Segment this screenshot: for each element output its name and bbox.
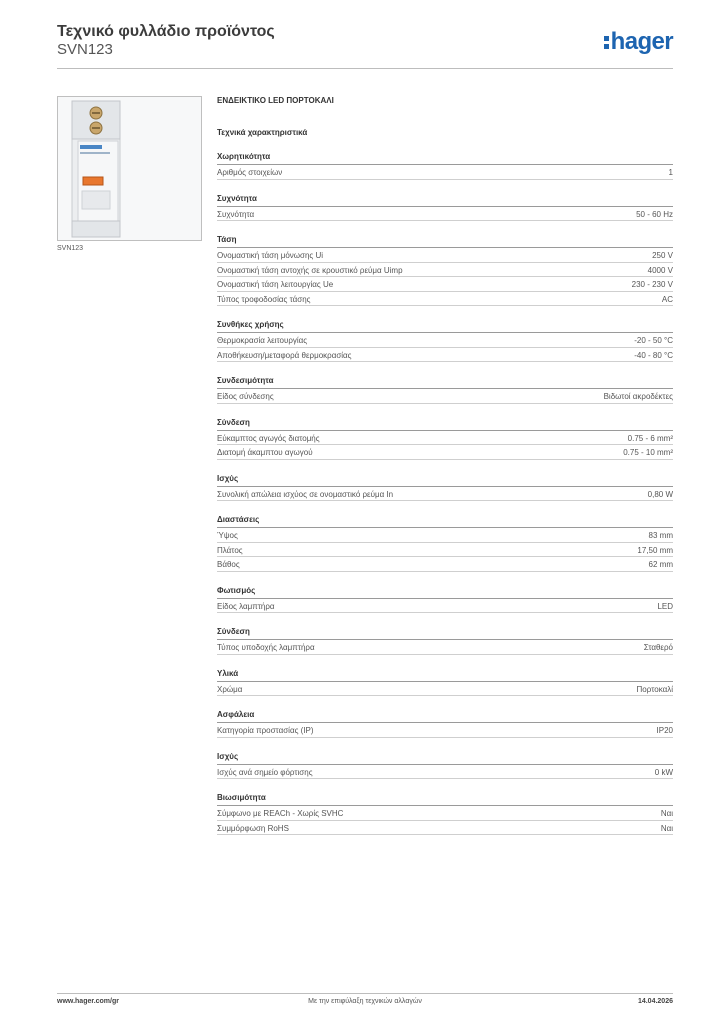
spec-label: Χρώμα	[217, 684, 243, 694]
spec-section-title: Τάση	[217, 235, 673, 248]
spec-label: Συχνότητα	[217, 209, 255, 219]
spec-label: Κατηγορία προστασίας (IP)	[217, 726, 314, 735]
footer-note: Με την επιφύλαξη τεχνικών αλλαγών	[308, 998, 422, 1005]
spec-value: 230 - 230 V	[631, 280, 673, 289]
spec-section-title: Διαστάσεις	[217, 515, 673, 528]
spec-section-title: Ασφάλεια	[217, 710, 673, 723]
footer-website-link[interactable]: www.hager.com/gr	[57, 998, 119, 1005]
spec-section	[217, 669, 673, 697]
spec-value: 83 mm	[648, 531, 673, 540]
product-image-caption: SVN123	[57, 245, 84, 252]
spec-section	[217, 586, 673, 614]
specs-heading: Τεχνικά χαρακτηριστικά	[217, 128, 308, 137]
spec-section-title: Συχνότητα	[217, 194, 673, 207]
spec-value: 4000 V	[647, 265, 673, 275]
spec-value: LED	[657, 601, 673, 611]
spec-value: 50 - 60 Hz	[636, 209, 673, 219]
logo-colon-icon	[604, 34, 609, 50]
product-name: ΕΝΔΕΙΚΤΙΚΟ LED ΠΟΡΤΟΚΑΛΙ	[217, 96, 334, 105]
spec-row	[217, 207, 673, 222]
spec-section	[217, 235, 673, 306]
spec-section-title: Σύνδεση	[217, 627, 673, 640]
spec-section-title: Ισχύς	[217, 752, 673, 765]
spec-value: -40 - 80 °C	[634, 350, 673, 360]
spec-value: Βιδωτοί ακροδέκτες	[603, 392, 673, 401]
spec-label: Ονομαστική τάση αντοχής σε κρουστικό ρεύμα Uimp	[217, 265, 403, 275]
spec-label: Σύμφωνο με REACh - Χωρίς SVHC	[217, 809, 344, 818]
document-title: Τεχνικό φυλλάδιο προϊόντος	[57, 23, 275, 40]
product-image-drawing	[58, 97, 201, 240]
spec-value: 0.75 - 6 mm²	[627, 433, 673, 443]
spec-label: Θερμοκρασία λειτουργίας	[217, 336, 308, 345]
header-divider	[57, 68, 673, 69]
spec-section	[217, 627, 673, 655]
footer-divider	[57, 993, 673, 994]
spec-value: 250 V	[652, 251, 673, 260]
spec-label: Ονομαστική τάση μόνωσης Ui	[217, 251, 324, 260]
spec-sections	[217, 152, 673, 835]
spec-value: Ναι	[660, 809, 673, 818]
spec-label: Αποθήκευση/μεταφορά θερμοκρασίας	[217, 350, 352, 360]
spec-row	[217, 263, 673, 278]
spec-label: Συμμόρφωση RoHS	[217, 823, 289, 833]
spec-row	[217, 765, 673, 780]
spec-label: Τύπος υποδοχής λαμπτήρα	[217, 643, 315, 652]
spec-row	[217, 487, 673, 502]
spec-label: Πλάτος	[217, 545, 243, 555]
spec-section-title: Χωρητικότητα	[217, 152, 673, 165]
spec-section	[217, 376, 673, 404]
spec-value: 0 kW	[654, 767, 673, 777]
spec-section-title: Σύνδεση	[217, 418, 673, 431]
specifications-panel	[217, 96, 673, 849]
spec-row	[217, 599, 673, 614]
spec-value: 17,50 mm	[637, 545, 673, 555]
spec-label: Είδος σύνδεσης	[217, 392, 274, 401]
spec-label: Συνολική απώλεια ισχύος σε ονομαστικό ρεύμα In	[217, 489, 394, 499]
spec-label: Ισχύς ανά σημείο φόρτισης	[217, 767, 313, 777]
spec-row	[217, 277, 673, 292]
spec-section-title: Ισχύς	[217, 474, 673, 487]
spec-label: Τύπος τροφοδοσίας τάσης	[217, 294, 311, 304]
spec-value: AC	[661, 294, 673, 304]
spec-row	[217, 723, 673, 738]
hager-logo: hager	[604, 28, 673, 56]
spec-row	[217, 389, 673, 404]
spec-value: Ναι	[660, 823, 673, 833]
spec-label: Ύψος	[217, 531, 238, 540]
spec-section	[217, 320, 673, 362]
spec-row	[217, 445, 673, 460]
spec-section	[217, 474, 673, 502]
spec-value: IP20	[656, 726, 673, 735]
spec-section	[217, 152, 673, 180]
spec-row	[217, 806, 673, 821]
spec-value: -20 - 50 °C	[634, 336, 673, 345]
spec-label: Αριθμός στοιχείων	[217, 168, 283, 177]
spec-row	[217, 165, 673, 180]
spec-section-title: Συνδεσιμότητα	[217, 376, 673, 389]
spec-section	[217, 515, 673, 572]
spec-value: 0,80 W	[647, 489, 673, 499]
spec-value: 0.75 - 10 mm²	[623, 448, 673, 457]
product-image	[57, 96, 202, 241]
spec-value: 62 mm	[648, 560, 673, 569]
spec-section	[217, 710, 673, 738]
spec-section-title: Βιωσιμότητα	[217, 793, 673, 806]
spec-label: Διατομή άκαμπτου αγωγού	[217, 448, 313, 457]
spec-row	[217, 248, 673, 263]
page-footer	[57, 998, 673, 1010]
spec-section-title: Υλικά	[217, 669, 673, 682]
spec-label: Ονομαστική τάση λειτουργίας Ue	[217, 280, 334, 289]
spec-row	[217, 682, 673, 697]
page-header	[57, 22, 673, 70]
spec-row	[217, 528, 673, 543]
spec-section-title: Συνθήκες χρήσης	[217, 320, 673, 333]
spec-section-title: Φωτισμός	[217, 586, 673, 599]
document-subtitle: SVN123	[57, 41, 113, 58]
spec-row	[217, 292, 673, 307]
spec-section	[217, 752, 673, 780]
spec-row	[217, 431, 673, 446]
spec-section	[217, 418, 673, 460]
spec-value: Πορτοκαλί	[636, 684, 673, 694]
spec-value: 1	[668, 168, 673, 177]
spec-label: Βάθος	[217, 560, 240, 569]
spec-row	[217, 821, 673, 836]
spec-row	[217, 348, 673, 363]
footer-date: 14.04.2026	[637, 998, 673, 1005]
spec-section	[217, 793, 673, 835]
spec-row	[217, 640, 673, 655]
spec-row	[217, 557, 673, 572]
spec-row	[217, 333, 673, 348]
spec-label: Εύκαμπτος αγωγός διατομής	[217, 433, 320, 443]
spec-value: Σταθερό	[643, 643, 673, 652]
spec-label: Είδος λαμπτήρα	[217, 601, 275, 611]
spec-section	[217, 194, 673, 222]
spec-row	[217, 543, 673, 558]
